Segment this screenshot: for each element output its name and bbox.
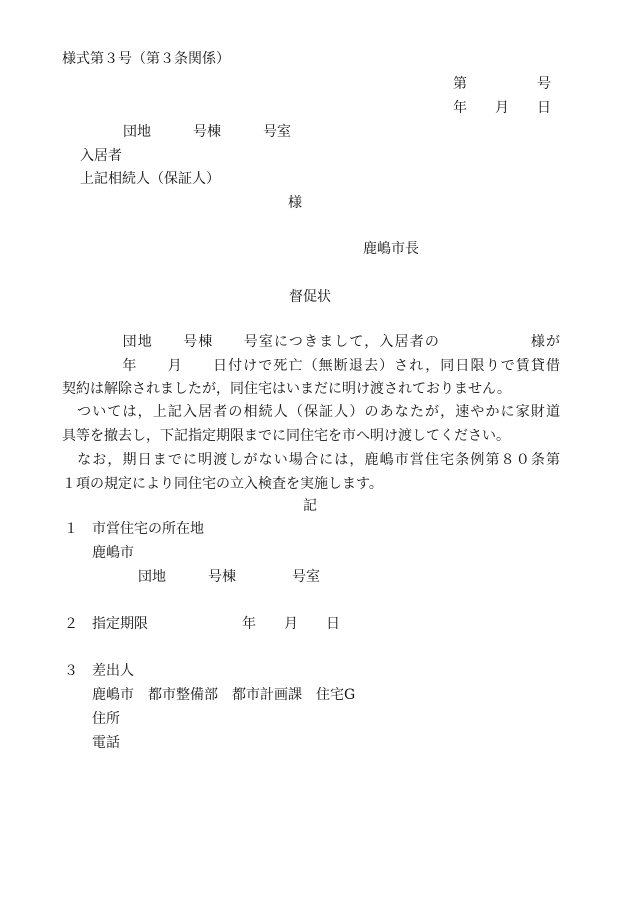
item-1-address: 団地 号棟 号室	[138, 569, 320, 585]
heir-guarantor-label: 上記相続人（保証人）	[80, 171, 220, 187]
body-line: 具等を撤去し，下記指定期限までに同住宅を市へ明け渡してください。	[62, 427, 510, 444]
document-date: 年 月 日	[453, 100, 551, 116]
item-1-city: 鹿嶋市	[92, 545, 134, 561]
item-3-label: 差出人	[92, 663, 134, 679]
form-label: 様式第３号（第３条関係）	[62, 51, 230, 67]
item-3-address-label: 住所	[92, 711, 120, 727]
body-paragraph-1	[62, 331, 560, 402]
body-paragraph-2	[62, 401, 560, 448]
item-3-number: ３	[64, 663, 78, 679]
item-3-phone-label: 電話	[92, 735, 120, 751]
item-3-department: 鹿嶋市 都市整備部 都市計画課 住宅G	[92, 687, 356, 703]
ki-heading: 記	[303, 498, 317, 514]
body-line: なお，期日までに明渡しがない場合には，鹿嶋市営住宅条例第８０条第	[62, 452, 560, 468]
body-line: 団地 号棟 号室につきまして，入居者の 様が	[62, 334, 560, 350]
resident-label: 入居者	[80, 148, 122, 164]
item-2-deadline-date: 年 月 日	[242, 616, 340, 632]
body-paragraph-3	[62, 449, 560, 496]
document-title: 督促状	[289, 289, 331, 305]
honorific: 様	[288, 195, 302, 211]
item-2-label: 指定期限	[92, 616, 148, 632]
item-2-number: ２	[64, 616, 78, 632]
document-number: 第 号	[453, 76, 551, 92]
body-line: 年 月 日付けで死亡（無断退去）され，同日限りで賃貸借	[62, 357, 560, 374]
item-1-number: １	[64, 521, 78, 537]
addressee-unit-line: 団地 号棟 号室	[123, 124, 291, 140]
body-line: １項の規定により同住宅の立入検査を実施します。	[62, 475, 383, 492]
item-1-label: 市営住宅の所在地	[92, 521, 204, 537]
body-line: ついては，上記入居者の相続人（保証人）のあなたが，速やかに家財道	[62, 404, 560, 420]
sender-mayor: 鹿嶋市長	[363, 241, 419, 257]
body-line: 契約は解除されましたが，同住宅はいまだに明け渡されておりません。	[62, 381, 511, 397]
